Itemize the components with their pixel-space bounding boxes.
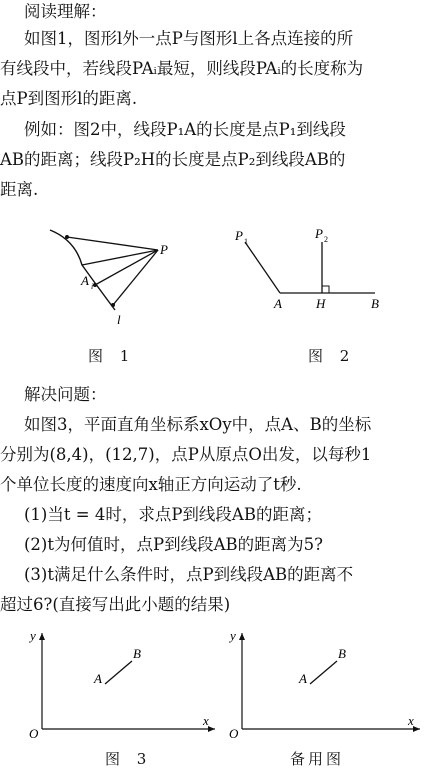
figure-2-diagram: [225, 220, 395, 320]
spare-figure-caption: 备用图: [290, 750, 345, 768]
segment-AB: [310, 661, 337, 684]
label-P2: P: [315, 226, 323, 241]
label-Ai-sub: i: [91, 282, 94, 291]
label-A: A: [299, 671, 307, 686]
label-l: l: [117, 312, 121, 327]
label-x: x: [408, 713, 414, 728]
label-A: A: [94, 671, 102, 686]
label-H: H: [316, 296, 326, 311]
figure-3-axes: [20, 625, 220, 740]
reading-para2-line1: 例如：图2中，线段P₁A的长度是点P₁到线段: [24, 120, 346, 139]
right-angle-mark: [322, 286, 329, 293]
question-3-line1: (3)t满足什么条件时，点P到线段AB的距离不: [24, 565, 354, 584]
label-O: O: [229, 726, 239, 740]
solve-para-line1: 如图3，平面直角坐标系xOy中，点A、B的坐标: [24, 415, 372, 434]
solve-para-line2: 分别为(8,4)，(12,7)，点P从原点O出发，以每秒1: [0, 445, 372, 464]
figure-3-caption: 图 3: [105, 750, 153, 768]
point-Ai: [93, 283, 97, 287]
question-2: (2)t为何值时，点P到线段AB的距离为5?: [24, 535, 323, 554]
label-B: B: [338, 646, 346, 661]
label-O: O: [29, 726, 39, 740]
point-4: [111, 303, 115, 307]
figure-2-caption: 图 2: [308, 347, 356, 365]
question-1: (1)当t = 4时，求点P到线段AB的距离；: [24, 505, 322, 524]
label-y: y: [30, 628, 36, 643]
segment-P1A: [245, 242, 280, 293]
reading-para1-line3: 点P到图形l的距离.: [0, 89, 138, 108]
spare-figure-axes: [220, 625, 430, 740]
label-A: A: [81, 273, 89, 288]
y-axis-arrow: [39, 633, 45, 640]
reading-para2-line2: AB的距离；线段P₂H的长度是点P₂到线段AB的: [0, 150, 346, 169]
label-B: B: [371, 296, 379, 311]
reading-heading: 阅读理解：: [24, 2, 107, 21]
label-P2-sub: 2: [324, 235, 328, 244]
segment-2: [82, 250, 158, 265]
label-P1-sub: 1: [244, 237, 248, 246]
segment-4: [113, 250, 158, 305]
figure-1-diagram: [40, 220, 190, 330]
label-P1: P: [235, 228, 243, 243]
segment-1: [67, 237, 158, 250]
point-1: [65, 235, 69, 239]
label-y: y: [230, 628, 236, 643]
reading-para1-line1: 如图1，图形l外一点P与图形l上各点连接的所: [24, 29, 354, 48]
label-B: B: [133, 646, 141, 661]
reading-para2-line3: 距离.: [0, 180, 39, 199]
y-axis-arrow: [239, 633, 245, 640]
label-x: x: [203, 713, 209, 728]
segment-AB: [105, 661, 132, 684]
segment-3: [95, 250, 158, 285]
x-axis-arrow: [413, 726, 420, 732]
solve-para-line3: 个单位长度的速度向x轴正方向运动了t秒.: [0, 475, 302, 494]
reading-para1-line2: 有线段中，若线段PAᵢ最短，则线段PAᵢ的长度称为: [0, 59, 364, 78]
solve-heading: 解决问题：: [24, 385, 107, 404]
label-P: P: [160, 242, 168, 257]
label-A: A: [274, 296, 282, 311]
figure-1-caption: 图 1: [88, 347, 136, 365]
question-3-line2: 超过6?(直接写出此小题的结果): [0, 595, 231, 614]
x-axis-arrow: [208, 726, 215, 732]
